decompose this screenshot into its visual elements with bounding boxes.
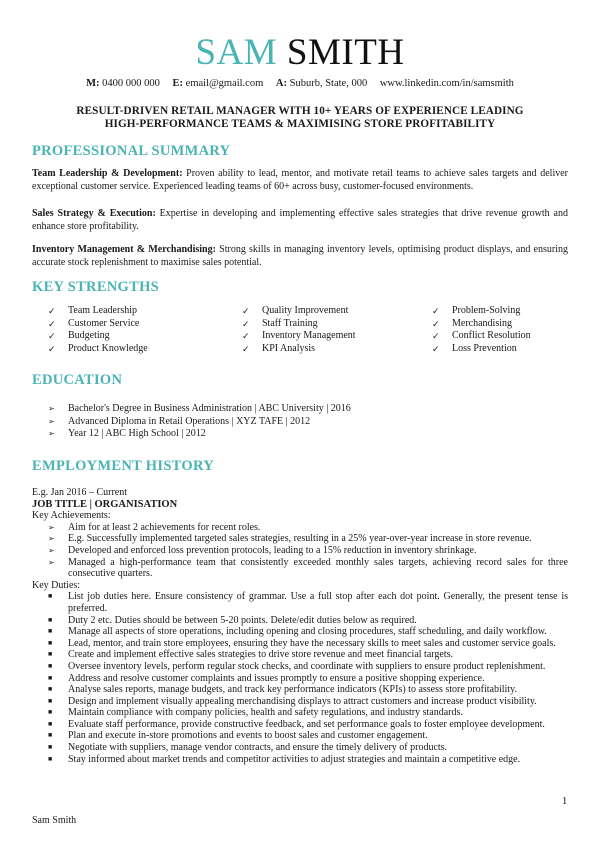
- strength-label: Conflict Resolution: [452, 330, 531, 341]
- duty-text: Negotiate with suppliers, manage vendor contracts, and ensure the timely delivery of products.: [68, 742, 448, 754]
- square-bullet-icon: ■: [48, 696, 53, 705]
- duty-text: Duty 2 etc. Duties should be between 5-20 points. Delete/edit duties below as required.: [68, 614, 417, 626]
- contact-mobile: [86, 78, 160, 89]
- section-title-education: EDUCATION: [32, 372, 123, 388]
- strength-item: [48, 318, 242, 331]
- duty-item: [32, 661, 568, 673]
- section-title-key-strengths: KEY STRENGTHS: [32, 279, 160, 295]
- duty-item: [32, 719, 568, 731]
- square-bullet-icon: ■: [48, 627, 53, 636]
- strengths-grid: [48, 305, 568, 355]
- strength-label: Loss Prevention: [452, 342, 517, 354]
- strength-label: Staff Training: [262, 317, 318, 329]
- arrow-bullet-icon: ➢: [48, 416, 55, 426]
- employment-entry: [32, 487, 568, 765]
- square-bullet-icon: ■: [48, 638, 53, 647]
- contact-linkedin: www.linkedin.com/in/samsmith: [379, 78, 514, 89]
- education-text: Advanced Diploma in Retail Operations | XYZ TAFE | 2012: [68, 415, 311, 427]
- section-title-professional-summary: PROFESSIONAL SUMMARY: [32, 143, 231, 159]
- check-icon: ✓: [432, 331, 440, 341]
- achievement-text: E.g. Successfully implemented targeted sales strategies, resulting in a 25% year-over-year increase in store revenue.: [68, 533, 532, 545]
- duty-item: [32, 730, 568, 742]
- section-title-employment-history: EMPLOYMENT HISTORY: [32, 458, 215, 474]
- contact-address: [276, 78, 367, 89]
- square-bullet-icon: ■: [48, 592, 53, 601]
- duty-text: Design and implement visually appealing merchandising displays to attract customers and increase product visibility.: [68, 695, 537, 707]
- duty-item: [32, 615, 568, 627]
- check-icon: ✓: [48, 318, 56, 329]
- arrow-bullet-icon: ➢: [48, 534, 55, 544]
- check-icon: ✓: [432, 343, 440, 354]
- square-bullet-icon: ■: [48, 615, 53, 624]
- arrow-bullet-icon: ➢: [48, 545, 55, 555]
- achievement-item: [32, 522, 568, 534]
- contact-email: [173, 78, 264, 89]
- achievement-text: Managed a high-performance team that consistently exceeded monthly sales targets, achieving record sales for three consecutive quarters.: [68, 556, 568, 580]
- strength-item: [432, 305, 568, 318]
- employment-dates: E.g. Jan 2016 – Current: [32, 487, 127, 498]
- check-icon: ✓: [242, 331, 250, 341]
- achievement-item: [32, 533, 568, 545]
- strength-label: Quality Improvement: [262, 305, 349, 316]
- strength-label: Customer Service: [68, 317, 140, 329]
- strength-label: Merchandising: [452, 317, 512, 329]
- check-icon: ✓: [242, 318, 250, 329]
- duty-text: Maintain compliance with company policies, health and safety regulations, and industry standards.: [68, 707, 463, 719]
- square-bullet-icon: ■: [48, 661, 53, 670]
- strength-item: [48, 343, 242, 356]
- first-name: SAM: [195, 32, 278, 73]
- check-icon: ✓: [432, 306, 440, 316]
- duty-item: [32, 754, 568, 766]
- square-bullet-icon: ■: [48, 685, 53, 694]
- strength-item: [432, 318, 568, 331]
- summary-item: [32, 244, 568, 269]
- duty-item: [32, 684, 568, 696]
- arrow-bullet-icon: ➢: [48, 522, 55, 532]
- summary-item: [32, 168, 568, 193]
- strength-item: [432, 343, 568, 356]
- strengths-column: [48, 305, 242, 355]
- strength-item: [242, 330, 432, 343]
- summary-heading: Team Leadership & Development:: [32, 168, 183, 179]
- duty-text: Analyse sales reports, manage budgets, and track key performance indicators (KPIs) to assess store profitability.: [68, 684, 517, 696]
- square-bullet-icon: ■: [48, 708, 53, 717]
- strength-label: KPI Analysis: [262, 342, 316, 354]
- strength-label: Problem-Solving: [452, 305, 521, 316]
- arrow-bullet-icon: ➢: [48, 429, 55, 438]
- duty-text: Address and resolve customer complaints and issues promptly to ensure a positive shopping experience.: [68, 672, 485, 684]
- strength-item: [432, 330, 568, 343]
- duty-text: Stay informed about market trends and competitor activities to adjust strategies and maintain a competitive edge.: [68, 753, 521, 765]
- strength-item: [48, 330, 242, 343]
- summary-item: [32, 208, 568, 233]
- square-bullet-icon: ■: [48, 731, 53, 740]
- duty-item: [32, 696, 568, 708]
- summary-text: Expertise in developing and implementing effective sales strategies that drive revenue growth and enhance store profitability.: [32, 208, 568, 232]
- square-bullet-icon: ■: [48, 743, 53, 752]
- arrow-bullet-icon: ➢: [48, 557, 55, 567]
- duty-item: [32, 626, 568, 638]
- education-text: Year 12 | ABC High School | 2012: [68, 428, 206, 439]
- job-title: JOB TITLE | ORGANISATION: [32, 498, 178, 510]
- duty-text: Oversee inventory levels, perform regular stock checks, and coordinate with suppliers to ensure product replenishment.: [68, 660, 546, 672]
- summary-heading: Inventory Management & Merchandising:: [32, 244, 216, 255]
- summary-text: Strong skills in managing inventory levels, optimising product displays, and ensuring accurate stock replenishment to maximise sales potential.: [32, 244, 569, 268]
- duty-item: [32, 591, 568, 614]
- strength-item: [48, 305, 242, 318]
- duty-item: [32, 742, 568, 754]
- education-item: [48, 403, 351, 416]
- headline-line-1: RESULT-DRIVEN RETAIL MANAGER WITH 10+ YEARS OF EXPERIENCE LEADING: [76, 105, 524, 117]
- check-icon: ✓: [432, 318, 440, 329]
- strengths-column: [432, 305, 568, 355]
- strength-item: [242, 305, 432, 318]
- duty-item: [32, 707, 568, 719]
- strength-label: Inventory Management: [262, 330, 356, 341]
- mobile-value: 0400 000 000: [102, 78, 160, 89]
- duty-item: [32, 638, 568, 650]
- arrow-bullet-icon: ➢: [48, 404, 55, 413]
- square-bullet-icon: ■: [48, 650, 53, 659]
- education-text: Bachelor's Degree in Business Administration | ABC University | 2016: [68, 403, 351, 414]
- duty-item: [32, 673, 568, 685]
- square-bullet-icon: ■: [48, 673, 53, 682]
- strength-label: Budgeting: [68, 330, 110, 341]
- education-item: [48, 416, 351, 429]
- achievements-label: Key Achievements:: [32, 510, 111, 522]
- footer-name: Sam Smith: [32, 815, 77, 826]
- duties-label: Key Duties:: [32, 579, 81, 591]
- summary-text: Proven ability to lead, mentor, and motivate retail teams to achieve sales targets and deliver exceptional customer service. Experienced leading teams of 60+ across busy, customer-focused environments.: [32, 168, 568, 192]
- achievement-text: Aim for at least 2 achievements for recent roles.: [68, 521, 261, 533]
- duty-text: List job duties here. Ensure consistency of grammar. Use a full stop after each dot point. Generally, the present tense is preferred.: [68, 591, 568, 614]
- email-label: E:: [172, 78, 184, 89]
- duty-text: Evaluate staff performance, provide constructive feedback, and set performance goals to foster employee development.: [68, 718, 545, 730]
- achievement-text: Developed and enforced loss prevention protocols, leading to a 15% reduction in inventory shrinkage.: [68, 544, 477, 556]
- check-icon: ✓: [48, 331, 56, 341]
- strengths-column: [242, 305, 432, 355]
- mobile-label: M:: [86, 78, 100, 89]
- email-value: email@gmail.com: [185, 78, 264, 89]
- check-icon: ✓: [242, 343, 250, 354]
- check-icon: ✓: [242, 306, 250, 316]
- headline: [30, 105, 570, 131]
- duty-text: Manage all aspects of store operations, including opening and closing procedures, staff scheduling, and daily workflow.: [68, 626, 547, 638]
- square-bullet-icon: ■: [48, 719, 53, 728]
- strength-item: [242, 318, 432, 331]
- duty-text: Create and implement effective sales strategies to drive store revenue and meet financial targets.: [68, 649, 454, 661]
- address-value: Suburb, State, 000: [289, 78, 368, 89]
- strength-label: Team Leadership: [68, 305, 137, 316]
- duty-text: Plan and execute in-store promotions and events to boost sales and customer engagement.: [68, 730, 428, 742]
- strength-item: [242, 343, 432, 356]
- summary-heading: Sales Strategy & Execution:: [32, 208, 156, 219]
- achievement-item: [32, 545, 568, 557]
- duty-item: [32, 649, 568, 661]
- last-name: SMITH: [286, 32, 405, 73]
- duty-text: Lead, mentor, and train store employees, ensuring they have the necessary skills to meet sales and customer service goals.: [68, 637, 556, 649]
- check-icon: ✓: [48, 306, 56, 316]
- address-label: A:: [275, 78, 287, 89]
- education-list: [48, 403, 351, 441]
- headline-line-2: HIGH-PERFORMANCE TEAMS & MAXIMISING STORE PROFITABILITY: [104, 118, 496, 130]
- candidate-name: [0, 33, 600, 73]
- achievement-item: [32, 557, 568, 580]
- square-bullet-icon: ■: [48, 754, 53, 763]
- page-number: 1: [562, 796, 568, 807]
- check-icon: ✓: [48, 343, 56, 354]
- education-item: [48, 428, 351, 441]
- strength-label: Product Knowledge: [68, 342, 148, 354]
- contact-line: [0, 77, 600, 91]
